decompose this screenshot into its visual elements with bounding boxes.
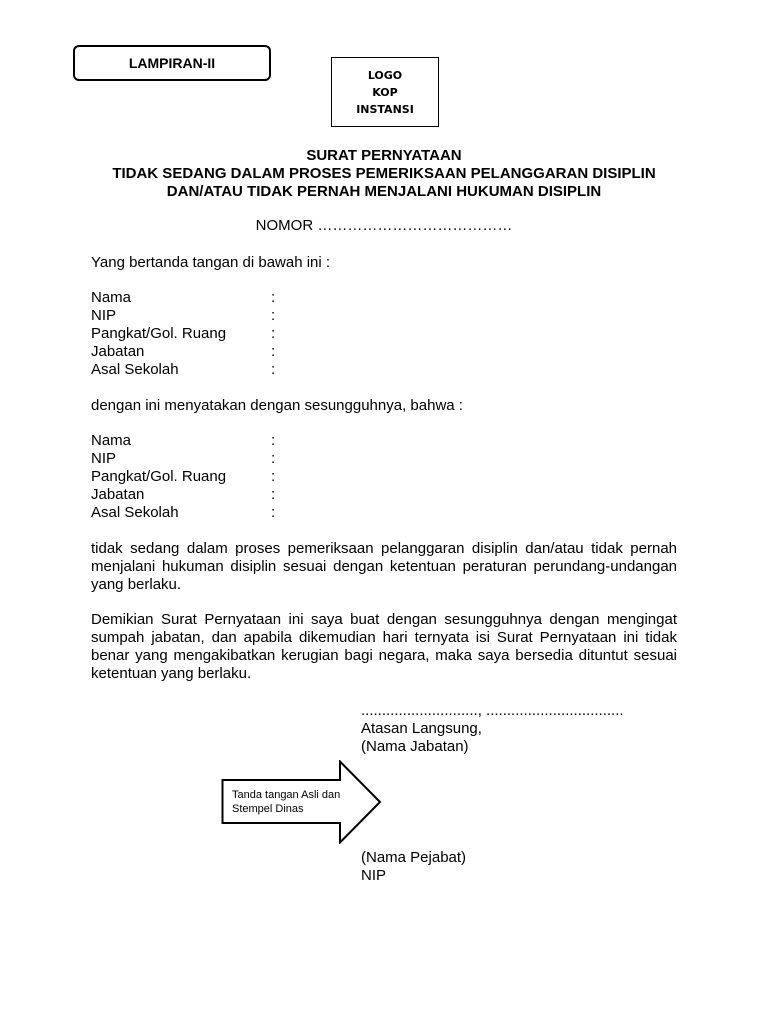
field-label: NIP [91, 450, 117, 467]
subject-field-rank [91, 468, 391, 486]
closing-paragraph: Demikian Surat Pernyataan ini saya buat dengan sesungguhnya dengan mengingat sumpah jabatan, dan apabila dikemudian hari ternyata isi Surat Pernyataan ini tidak benar yang mengakibatkan kerugian bagi negara, maka saya bersedia dituntut sesuai ketentuan yang berlaku. [91, 611, 677, 682]
signer-field-nip [91, 307, 391, 325]
field-colon: : [271, 504, 276, 521]
field-label: Jabatan [91, 486, 145, 503]
signer-field-school [91, 361, 391, 379]
field-colon: : [271, 486, 276, 503]
attachment-label [73, 45, 271, 81]
subject-field-nip [91, 450, 391, 468]
subject-field-school [91, 504, 391, 522]
attachment-label-text: LAMPIRAN-II [128, 55, 216, 71]
declaration-text: dengan ini menyatakan dengan sesungguhnya, bahwa : [91, 397, 463, 414]
logo-line-2: KOP [372, 85, 398, 99]
field-colon: : [271, 307, 276, 324]
title-line-2: TIDAK SEDANG DALAM PROSES PEMERIKSAAN PELANGGARAN DISIPLIN [112, 165, 656, 182]
signature-stamp-note: Tanda tangan Asli dan Stempel Dinas [232, 789, 341, 815]
field-label: Pangkat/Gol. Ruang [91, 325, 227, 342]
field-label: Nama [91, 289, 132, 306]
field-label: Asal Sekolah [91, 361, 179, 378]
document-title [90, 147, 678, 201]
subject-field-position [91, 486, 391, 504]
intro-text: Yang bertanda tangan di bawah ini : [91, 254, 331, 271]
logo-line-3: INSTANSI [356, 102, 414, 116]
field-colon: : [271, 468, 276, 485]
statement-paragraph: tidak sedang dalam proses pemeriksaan pelanggaran disiplin dan/atau tidak pernah menjalani hukuman disiplin sesuai dengan ketentuan peraturan perundang-undangan yang berlaku. [91, 540, 677, 593]
field-colon: : [271, 361, 276, 378]
signer-role: Atasan Langsung, [361, 720, 482, 737]
document-number: NOMOR ………………………………… [255, 217, 513, 234]
logo-line-1: LOGO [367, 68, 403, 82]
field-label: Pangkat/Gol. Ruang [91, 468, 227, 485]
field-label: Nama [91, 432, 132, 449]
field-colon: : [271, 432, 276, 449]
signer-field-name [91, 289, 391, 307]
agency-logo-placeholder [331, 57, 439, 127]
field-colon: : [271, 343, 276, 360]
subject-field-name [91, 432, 391, 450]
official-name: (Nama Pejabat) [361, 849, 467, 866]
field-label: Asal Sekolah [91, 504, 179, 521]
signer-position: (Nama Jabatan) [361, 738, 469, 755]
signer-field-rank [91, 325, 391, 343]
field-colon: : [271, 450, 276, 467]
field-colon: : [271, 325, 276, 342]
official-nip: NIP [361, 867, 387, 884]
title-line-1: SURAT PERNYATAAN [306, 147, 462, 164]
signer-field-position [91, 343, 391, 361]
field-label: NIP [91, 307, 117, 324]
field-colon: : [271, 289, 276, 306]
title-line-3: DAN/ATAU TIDAK PERNAH MENJALANI HUKUMAN DISIPLIN [166, 183, 602, 200]
place-date-line: ............................, ................................. [361, 702, 624, 719]
field-label: Jabatan [91, 343, 145, 360]
